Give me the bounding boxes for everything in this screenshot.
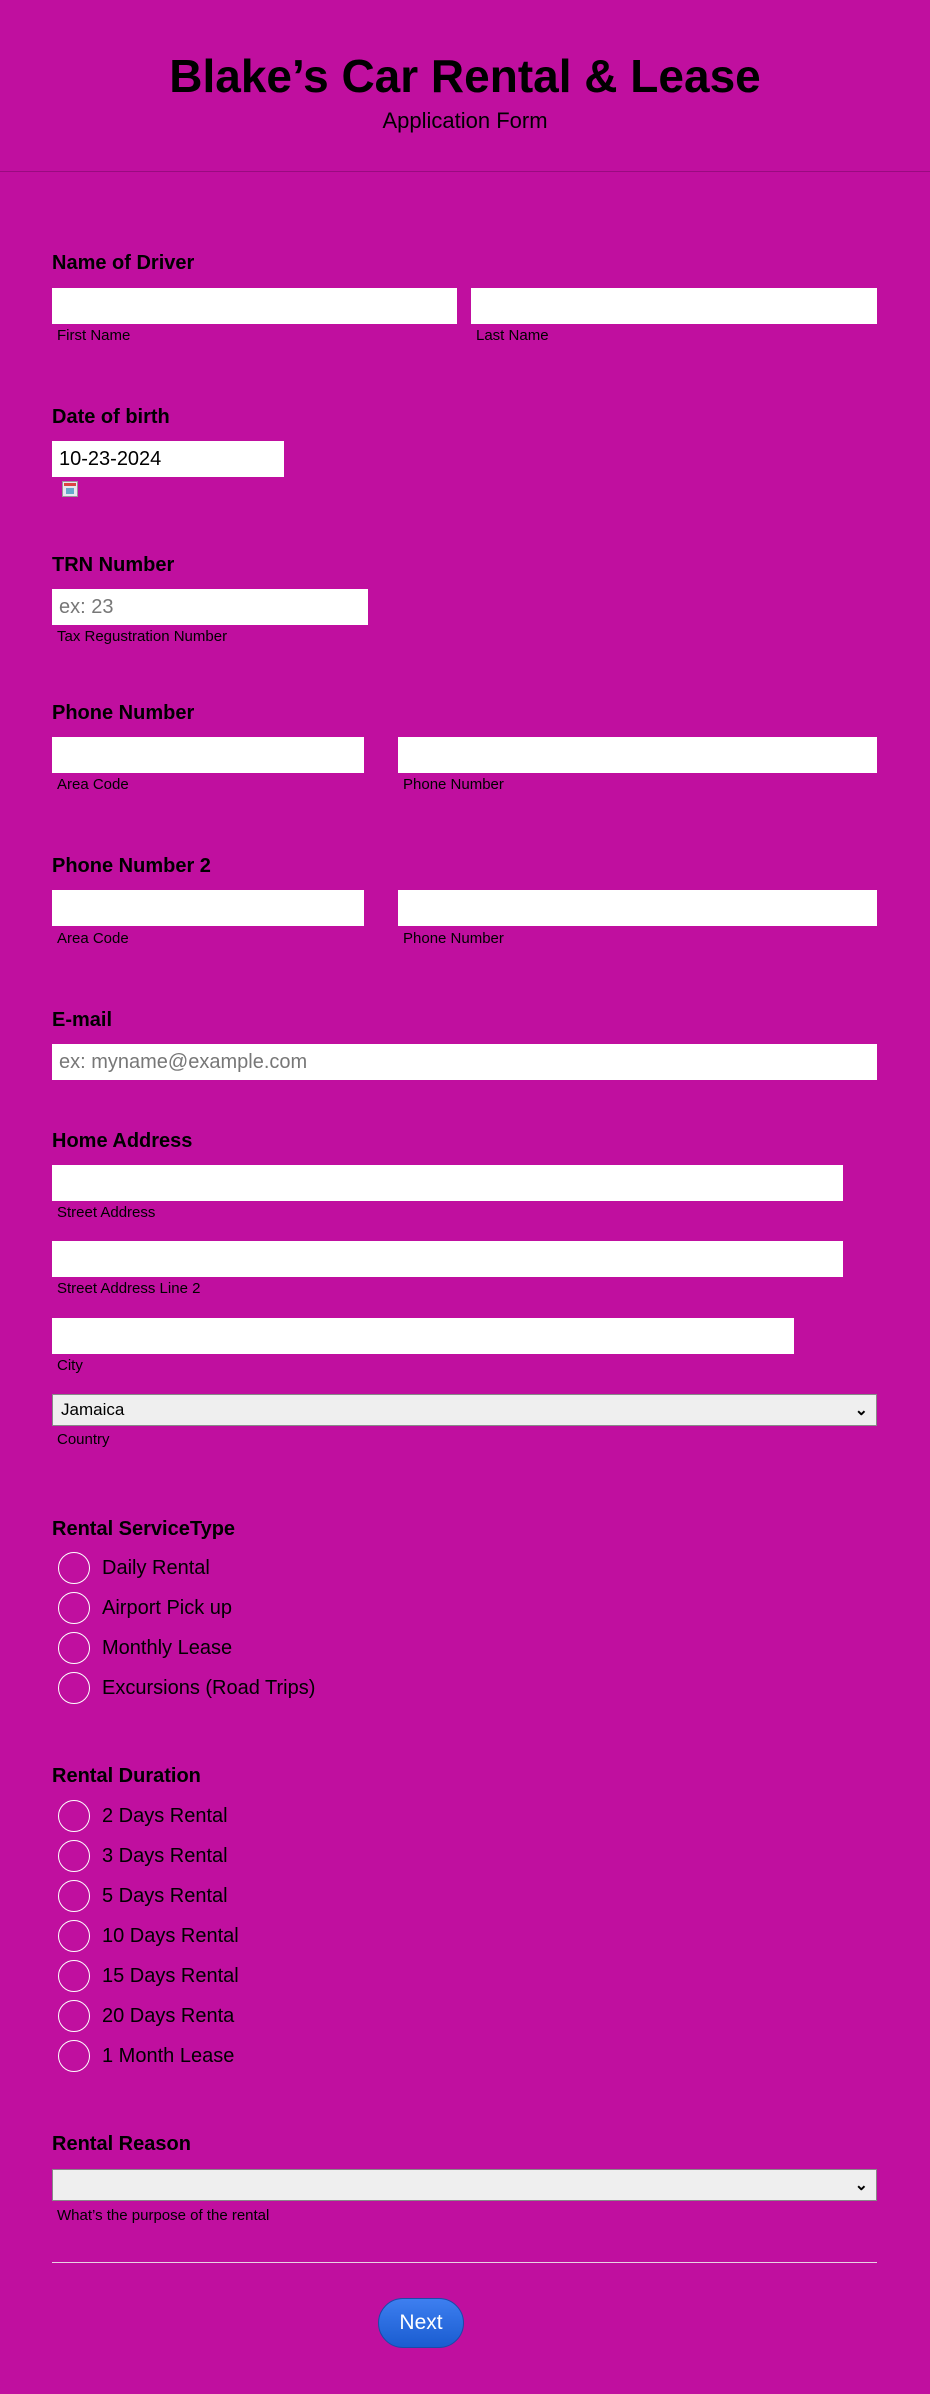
driver-name-label: Name of Driver [52, 252, 195, 274]
radio-button[interactable] [58, 2040, 90, 2072]
phone-area-caption: Area Code [57, 776, 129, 793]
street-address-line2-caption: Street Address Line 2 [57, 1280, 201, 1297]
radio-option-1-month[interactable]: 1 Month Lease [52, 2038, 239, 2074]
street-address-line2-input[interactable] [52, 1241, 843, 1277]
phone-label: Phone Number [52, 702, 195, 724]
radio-button[interactable] [58, 1920, 90, 1952]
rental-reason-select[interactable] [52, 2169, 877, 2201]
radio-option-2-days[interactable]: 2 Days Rental [52, 1798, 239, 1834]
rental-reason-caption: What’s the purpose of the rental [57, 2207, 270, 2224]
street-address-caption: Street Address [57, 1204, 156, 1221]
city-caption: City [57, 1357, 83, 1374]
form-title: Blake’s Car Rental & Lease [169, 50, 761, 102]
radio-option-10-days[interactable]: 10 Days Rental [52, 1918, 239, 1954]
rental-duration-options [52, 1798, 239, 2074]
radio-button[interactable] [58, 2000, 90, 2032]
dob-label: Date of birth [52, 406, 170, 428]
radio-option-20-days[interactable]: 20 Days Renta [52, 1998, 239, 2034]
last-name-caption: Last Name [476, 327, 549, 344]
form-subtitle: Application Form [382, 108, 548, 133]
country-caption: Country [57, 1431, 110, 1448]
radio-option-3-days[interactable]: 3 Days Rental [52, 1838, 239, 1874]
form-divider [52, 2262, 877, 2263]
radio-button[interactable] [58, 1960, 90, 1992]
email-input[interactable] [52, 1044, 877, 1080]
phone2-number-caption: Phone Number [403, 930, 504, 947]
trn-input[interactable] [52, 589, 368, 625]
radio-button[interactable] [58, 1632, 90, 1664]
street-address-input[interactable] [52, 1165, 843, 1201]
application-form [0, 172, 930, 2334]
first-name-caption: First Name [57, 327, 131, 344]
chevron-down-icon: ⌄ [854, 2177, 868, 2194]
calendar-icon[interactable] [62, 481, 78, 497]
first-name-input[interactable] [52, 288, 457, 324]
rental-service-type-label: Rental ServiceType [52, 1518, 236, 1540]
radio-button[interactable] [58, 1552, 90, 1584]
phone2-area-caption: Area Code [57, 930, 129, 947]
radio-button[interactable] [58, 1880, 90, 1912]
radio-option-excursions[interactable]: Excursions (Road Trips) [52, 1670, 315, 1706]
radio-button[interactable] [58, 1800, 90, 1832]
radio-option-monthly-lease[interactable]: Monthly Lease [52, 1630, 315, 1666]
phone2-area-code-input[interactable] [52, 890, 364, 926]
radio-button[interactable] [58, 1592, 90, 1624]
radio-option-daily-rental[interactable]: Daily Rental [52, 1550, 315, 1586]
radio-option-airport-pickup[interactable]: Airport Pick up [52, 1590, 315, 1626]
rental-reason-label: Rental Reason [52, 2133, 191, 2155]
trn-label: TRN Number [52, 554, 175, 576]
phone-number-input[interactable] [398, 737, 877, 773]
phone2-label: Phone Number 2 [52, 855, 211, 877]
dob-input[interactable] [52, 441, 284, 477]
city-input[interactable] [52, 1318, 794, 1354]
email-label: E-mail [52, 1009, 113, 1031]
country-select-value: Jamaica [61, 1400, 125, 1419]
radio-option-5-days[interactable]: 5 Days Rental [52, 1878, 239, 1914]
last-name-input[interactable] [471, 288, 877, 324]
country-select[interactable] [52, 1394, 877, 1426]
rental-duration-label: Rental Duration [52, 1765, 201, 1787]
phone-area-code-input[interactable] [52, 737, 364, 773]
radio-option-15-days[interactable]: 15 Days Rental [52, 1958, 239, 1994]
radio-button[interactable] [58, 1840, 90, 1872]
form-header [0, 0, 930, 172]
home-address-label: Home Address [52, 1130, 193, 1152]
rental-service-options [52, 1550, 315, 1706]
next-button[interactable]: Next [378, 2298, 464, 2348]
phone-number-caption: Phone Number [403, 776, 504, 793]
chevron-down-icon: ⌄ [854, 1402, 868, 1419]
phone2-number-input[interactable] [398, 890, 877, 926]
trn-caption: Tax Regustration Number [57, 628, 228, 645]
radio-button[interactable] [58, 1672, 90, 1704]
